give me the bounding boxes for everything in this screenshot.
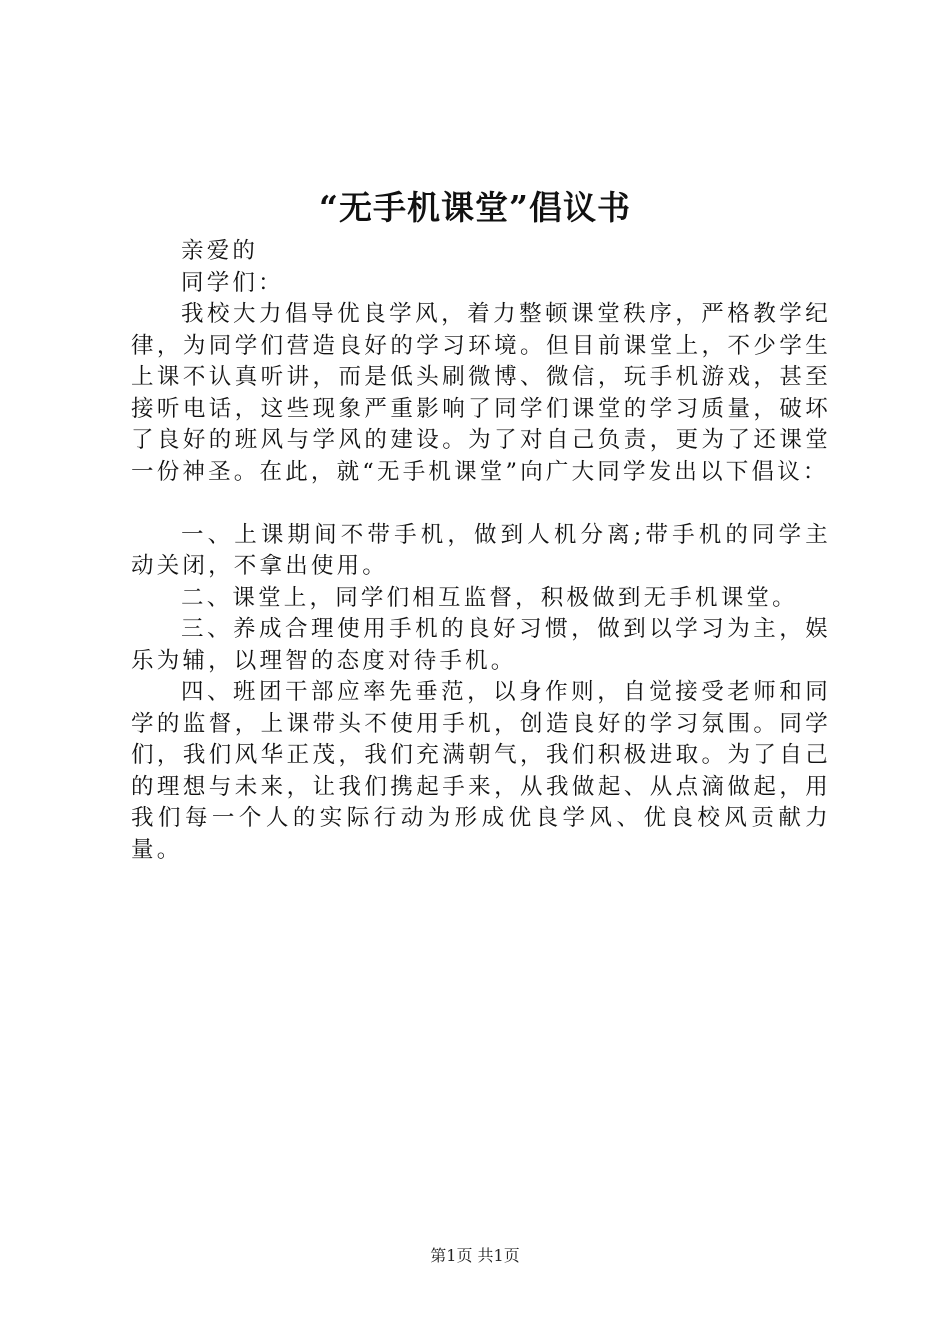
proposal-item-3: 三、养成合理使用手机的良好习惯，做到以学习为主，娱乐为辅，以理智的态度对待手机。 — [131, 616, 831, 674]
proposal-item-1: 一、上课期间不带手机，做到人机分离;带手机的同学主动关闭，不拿出使用。 — [131, 521, 831, 579]
document-body — [131, 236, 831, 866]
paragraph-gap — [131, 488, 831, 520]
salutation-line-2: 同学们： — [181, 269, 284, 296]
document-title: “无手机课堂”倡议书 — [319, 188, 631, 227]
intro-paragraph: 我校大力倡导优良学风，着力整顿课堂秩序，严格教学纪律，为同学们营造良好的学习环境。但目前课堂上，不少学生上课不认真听讲，而是低头刷微博、微信，玩手机游戏，甚至接听电话，这些现象严重影响了同学们课堂的学习质量，破坏了良好的班风与学风的建设。为了对自己负责，更为了还课堂一份神圣。在此，就“无手机课堂”向广大同学发出以下倡议： — [131, 301, 831, 485]
proposal-item-4: 四、班团干部应率先垂范，以身作则，自觉接受老师和同学的监督，上课带头不使用手机，创造良好的学习氛围。同学们，我们风华正茂，我们充满朝气，我们积极进取。为了自己的理想与未来，让我们携起手来，从我做起、从点滴做起，用我们每一个人的实际行动为形成优良学风、优良校风贡献力量。 — [131, 679, 831, 863]
proposal-item-2: 二、课堂上，同学们相互监督，积极做到无手机课堂。 — [181, 584, 798, 611]
salutation-line-1: 亲爱的 — [181, 238, 259, 264]
page-footer: 第1页 共1页 — [430, 1246, 520, 1265]
